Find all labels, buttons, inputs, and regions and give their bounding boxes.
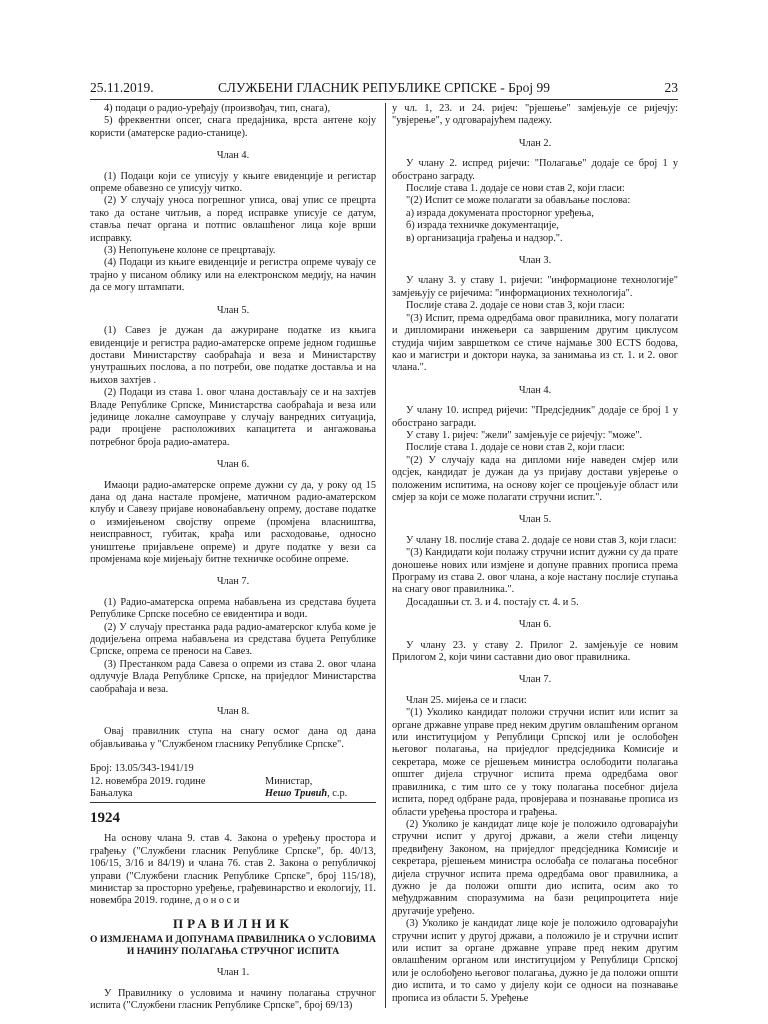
paragraph: Члан 25. мијења се и гласи: (406, 694, 527, 706)
article-heading: Члан 7. (518, 674, 552, 686)
paragraph: У ставу 1. ријеч: "жели" замјењује се ријечју: "може". (406, 429, 643, 441)
paragraph: (2) У случају уноса погрешног уписа, овај упис се прецрта тако да остане читљив, а поред исправке уписује се датум, ставља печат органа и потпис овлашћеног лица које врши исправку. (90, 195, 376, 244)
article-heading: Члан 6. (216, 459, 250, 471)
preamble: На основу члана 9. став 4. Закона о уређењу простора и грађењу ("Службени гласник Републике Српске", бр. 40/13, 106/15, 3/16 и 84/19) и члана 76. став 2. Закона о републичкој управи ("Службени гласник Републике Српске", број 115/18), министар за просторно уређење, грађевинарство и екологију, 11. новембра 2019. године, д о н о с и (90, 833, 376, 907)
article-heading: Члан 6. (518, 619, 552, 631)
signatory-name: Нешо Тривић (265, 788, 328, 800)
paragraph: У Правилнику о условима и начину полагања стручног испита ("Службени гласник Републике Српске", број 69/13) (90, 987, 376, 1011)
signature-block (90, 763, 376, 800)
paragraph: Досадашњи ст. 3. и 4. постају ст. 4. и 5. (406, 596, 579, 608)
paragraph: 5) фреквентни опсег, снага предајника, врста антене коју користи (аматерске радио-станице). (90, 115, 376, 139)
paragraph: "(2) Испит се може полагати за обављање послова: (406, 195, 631, 207)
paragraph: (2) Уколико је кандидат лице које је положило одговарајући стручни испит у другој држави, а жели стећи лиценцу предвиђену Законом, на приједлог предсједника Комисије и секретара, рјешењем министра ослобађа се полагања посебног дијела стручног испита према одредбама овог правилника, а дужно је да положи општи дио испита, осим ако то међудржавним споразумима на бази реципроцитета није другачије уређено. (392, 818, 678, 917)
paragraph: У члану 3. у ставу 1. ријечи: "информационе технологије" замјењују се ријечима: "информационих технологија". (392, 275, 678, 299)
paragraph: Овај правилник ступа на снагу осмог дана од дана објављивања у "Службеном гласнику Републике Српске". (90, 726, 376, 750)
article-heading: Члан 8. (216, 706, 250, 718)
paragraph: Послије става 1. додаје се нови став 2, који гласи: (406, 183, 625, 195)
page-number: 23 (664, 80, 678, 95)
article-heading: Члан 4. (518, 384, 552, 396)
signatory (265, 788, 347, 800)
paragraph: в) организација грађења и надзор.". (406, 232, 563, 244)
article-heading: Члан 1. (216, 967, 250, 979)
column-divider (385, 103, 386, 1008)
paragraph: Послије става 2. додаје се нови став 3, који гласи: (406, 300, 625, 312)
paragraph: "(2) У случају када на дипломи није наведен смјер или одсјек, кандидат је дужан да уз пријаву достави увјерење о положеним испитима, на основу којег се процјењује област или смјер за који се може полагати стручни испит.". (392, 454, 678, 503)
decision-number: 1924 (90, 810, 120, 827)
article-heading: Члан 5. (518, 514, 552, 526)
paragraph: Имаоци радио-аматерске опреме дужни су да, у року од 15 дана од дана настале промјене, матичном радио-аматерском клубу и Савезу пријаве новонабављену опрему, доставе податке о измијењеном својству опреме (промјена власништва, неисправност, губитак, крађа или расходовање, односно уништење пријављене опреме) и друге податке у вези са промјенама које мијењају битне техничке особине опреме. (90, 479, 376, 565)
article-heading: Члан 4. (216, 150, 250, 162)
article-heading: Члан 2. (518, 137, 552, 149)
paragraph: У члану 18. послије става 2. додаје се нови став 3, који гласи: (406, 534, 677, 546)
paragraph: 4) подаци о радио-уређају (произвођач, тип, снага), (104, 103, 331, 114)
page-header (90, 78, 678, 98)
paragraph: (4) Подаци из књиге евиденције и регистра опреме чувају се трајно у писаном облику или на електронском медију, на начин да се могу штампати. (90, 257, 376, 294)
paragraph: б) израда техничке документације, (406, 220, 559, 232)
paragraph: у чл. 1, 23. и 24. ријеч: "рјешење" замјењује се ријечју: "увјерење", у одговарајућем падежу. (392, 103, 678, 127)
signatory-suffix: , с.р. (327, 788, 348, 800)
document-title: ПРАВИЛНИК (173, 915, 293, 931)
paragraph: (2) У случају престанка рада радио-аматерског клуба коме је додијељена опрема набављена из средстава буџета Републике Српске, опрема се преноси на Савез. (90, 621, 376, 658)
document-date: 12. новембра 2019. године (90, 775, 206, 787)
article-heading: Члан 7. (216, 576, 250, 588)
right-column (392, 103, 678, 1005)
section-divider (90, 802, 376, 803)
paragraph: (3) Престанком рада Савеза о опреми из става 2. овог члана одлучује Влада Републике Српске, на приједлог Министарства саобраћаја и веза. (90, 658, 376, 695)
paragraph: (1) Подаци који се уписују у књиге евиденције и регистар опреме обавезно се уписују читко. (90, 170, 376, 195)
signatory-role: Министар, (265, 775, 313, 787)
paragraph: У члану 2. испред ријечи: "Полагање" додаје се број 1 у обострано заграду. (392, 158, 678, 182)
paragraph: а) израда докумената просторног уређења, (406, 207, 594, 219)
article-heading: Члан 3. (518, 255, 552, 267)
paragraph: "(1) Уколико кандидат положи стручни испит или испит за органе државне управе пред неким другим овлашћеним органом или институцијом у Републици Српској или је ослобођен његовог полагања, на приједлог предсједника Комисије и секретара, може се рјешењем министра ослободити полагања општег дијела стручног испита према одредбама овог правилника, с тим што се у току полагања посебног дијела испита, поред одбране рада, провјерава и познавање прописа из области уређења простора и грађења. (392, 707, 678, 818)
document-place: Бањалука (90, 788, 133, 800)
paragraph: (3) Уколико је кандидат лице које је положило одговарајући стручни испит у другој држави, а положило је и стручни испит или испит за органе државне управе пред неким другим овлашћеним органом или институцијом у Републици Српској или је ослобођено његовог полагања, дужно је да положи општи дио испита, и то само у дијелу који се односи на познавање прописа из области 5. Уређење (392, 918, 678, 1004)
document-subtitle: О ИЗМЈЕНАМА И ДОПУНАМА ПРАВИЛНИКА О УСЛОВИМА И НАЧИНУ ПОЛАГАЊА СТРУЧНОГ ИСПИТА (90, 934, 376, 957)
paragraph: "(3) Испит, према одредбама овог правилника, могу полагати и дипломирани инжењери са завршеним другим циклусом студија чијим завршетком се стиче најмање 300 ECTS бодова, као и магистри и доктори наука, за занимања из ст. 1. и 2. овог члана.". (392, 312, 678, 374)
paragraph: У члану 10. испред ријечи: "Предсједник" додаје се број 1 у обострано загради. (392, 405, 678, 429)
paragraph: (1) Радио-аматерска опрема набављена из средстава буџета Републике Српске посебно се евидентира и води. (90, 596, 376, 621)
paragraph: (3) Непопуњене колоне се прецртавају. (104, 245, 276, 257)
paragraph: Послије става 1. додаје се нови став 2, који гласи: (406, 442, 625, 454)
gazette-title: СЛУЖБЕНИ ГЛАСНИК РЕПУБЛИКЕ СРПСКЕ - Број 99 (218, 80, 550, 95)
left-column (90, 103, 376, 1012)
document-number: Број: 13.05/343-1941/19 (90, 763, 194, 775)
article-heading: Члан 5. (216, 304, 250, 316)
paragraph: "(3) Кандидати који полажу стручни испит дужни су да прате доношење нових или измјене и допуне правних прописа према Програму из става 2. овог члана, а које настану послије ступања на снагу овог правилника.". (392, 547, 678, 596)
paragraph: (1) Савез је дужан да ажуриране податке из књига евиденције и регистра радио-аматерске опреме једном годишње достави Министарству саобраћаја и веза и Министарству унутрашњих послова, а по потреби, ове податке доставља и на њихов захтјев . (90, 325, 376, 386)
paragraph: (2) Подаци из става 1. овог члана достављају се и на захтјев Владе Републике Српске, Министарства саобраћаја и веза или јединице локалне самоуправе у случају ванредних ситуација, ради процјене расположивих капацитета и ангажовања потребног броја радио-аматера. (90, 387, 376, 448)
header-rule (90, 99, 678, 100)
issue-date: 25.11.2019. (90, 80, 154, 95)
paragraph: У члану 23. у ставу 2. Прилог 2. замјењује се новим Прилогом 2, који чини саставни дио овог правилника. (392, 639, 678, 664)
